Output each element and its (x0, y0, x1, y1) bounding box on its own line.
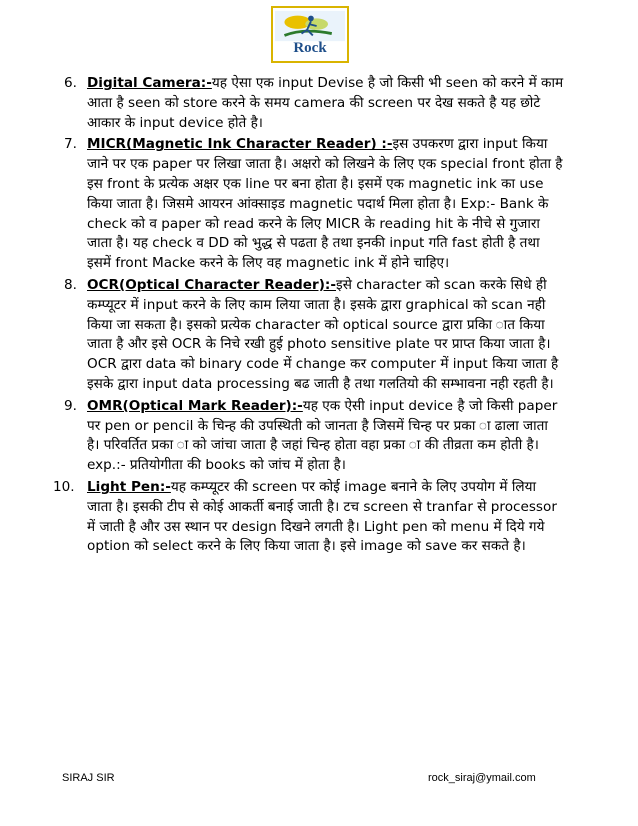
item-number: 8. (64, 276, 77, 293)
footer-author: SIRAJ SIR (62, 772, 115, 784)
item-term: OCR(Optical Character Reader):- (87, 276, 337, 293)
item-term: Light Pen:- (87, 478, 171, 495)
list-item-ocr (64, 276, 564, 395)
list-item-micr (64, 135, 564, 274)
item-number: 7. (64, 136, 77, 153)
item-text: यह ऐसा एक input Devise है जो किसी भी seen को करने में काम आता है seen को store करने के समय camera की screen पर देख सकते है यह छोटे आकार के input device होते है। (87, 75, 564, 131)
document-body (53, 74, 564, 559)
footer-email: rock_siraj@ymail.com (428, 772, 536, 784)
item-text: इस उपकरण द्वारा input किया जाने पर एक paper पर लिखा जाता है। अक्षरो को लिखने के लिए एक special front होता है इस front के प्रत्येक अक्षर एक line पर बना होता है। इसमें एक magnetic ink का use किया जाता है। जिसमे आयरन आंक्साइड magnetic पदार्थ मिला होता है। Exp:- Bank के check को व paper को read करने के लिए MICR के reading hit के नीचे से गुजारा जाता है। यह check व DD को भुद्ध से पढता है तथा इनकी input गति fast होती है तथा इसमें front Macke करने के लिए वह magnetic ink में होने चाहिए। (87, 136, 563, 272)
item-text: यह एक ऐसी input device है जो किसी paper पर pen or pencil के चिन्ह की उपस्थिती को जानता है जिसमें चिन्ह पर प्रका ा ढाला जाता है। परिवर्तित प्रका ा को जांचा जाता है जहां चिन्ह होता वहा प्रका ा की तीव्रता कम होती है। exp.:- प्रतियोगीता की books को जांच में होता है। (87, 397, 558, 474)
item-number: 6. (64, 75, 77, 91)
list-item-omr (64, 397, 564, 476)
list-item-digital-camera (64, 74, 564, 133)
item-term: OMR(Optical Mark Reader):- (87, 397, 303, 414)
item-term: MICR(Magnetic Ink Character Reader) :- (87, 136, 393, 153)
item-text: यह कम्प्यूटर की screen पर कोई image बनाने के लिए उपयोग में लिया जाता है। इसकी टीप से कोई आकर्ती बनाई जाती है। टच screen से tranfar से processor में जाती है और उस स्थान पर design दिखने लगती है। Light pen को menu में दिये गये option को select करने के लिए किया जाता है। इसे image को save कर सकते है। (87, 478, 557, 555)
list-item-light-pen (53, 478, 564, 557)
runner-logo-icon (275, 10, 345, 42)
item-term: Digital Camera:- (87, 75, 212, 91)
logo-text: Rock (293, 40, 327, 56)
item-number: 9. (64, 397, 77, 414)
item-number: 10. (53, 478, 75, 495)
rock-logo (271, 6, 349, 63)
item-text: इसे character को scan करके सिधे ही कम्प्यूटर में input करने के लिए काम लिया जाता है। इसके द्वारा graphical को scan नही किया जा सकता है। इसको प्रत्येक character को optical source द्वारा प्रकाि ात किया जाता है और इसे OCR के निचे रखी हुई photo sensitive plate पर प्राप्त किया जाता है। OCR द्वारा data को binary code में change कर computer में input किया जाता है इसके द्वारा input data processing बढ जाती है तथा गलतियो की सम्भावना नही रहती है। (87, 276, 559, 392)
